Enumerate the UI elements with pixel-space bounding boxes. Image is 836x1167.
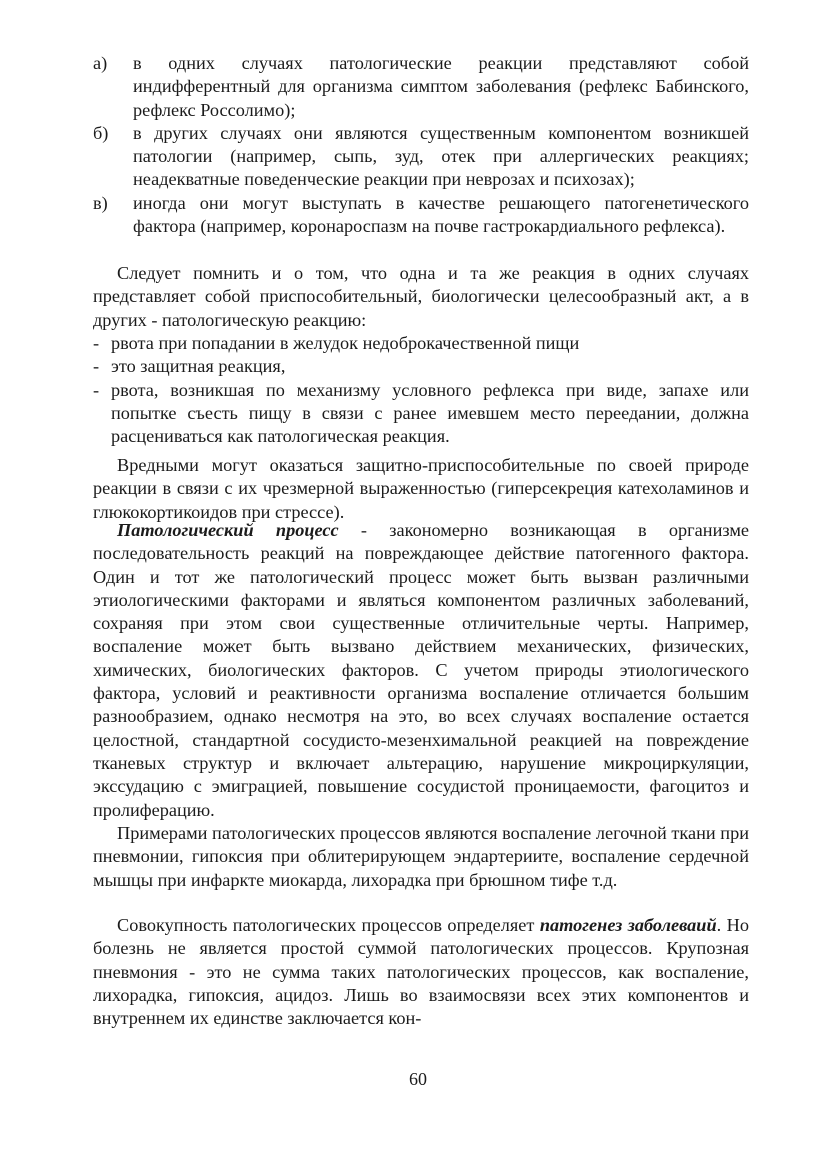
list-item-text: в одних случаях патологические реакции представляют собой индифферентный для организма симптом заболевания (рефлекс Бабинского, рефлекс Россолимо); bbox=[133, 53, 749, 120]
lettered-list bbox=[93, 52, 749, 238]
list-item-text: в других случаях они являются существенным компонентом возникшей патологии (например, сыпь, зуд, отек при аллергических реакциях; неадекватные поведенческие реакции при неврозах и психозах); bbox=[133, 122, 749, 190]
list-item bbox=[93, 192, 749, 239]
list-item bbox=[93, 355, 749, 378]
paragraph-text: . Но болезнь не является простой суммой патологических процессов. Крупозная пневмония - это не сумма таких патологических процессов, как воспаление, лихорадка, гипоксия, ацидоз. Лишь во взаимосвязи всех этих компонентов и внутреннем их единстве заключается кон- bbox=[93, 915, 749, 1029]
paragraph-same-reaction: Следует помнить и о том, что одна и та же реакция в одних случаях представляет собой приспособительный, биологически целесообразный акт, а в других - патологическую реакцию: bbox=[93, 263, 749, 330]
page-number: 60 bbox=[409, 1069, 427, 1089]
paragraph-examples: Примерами патологических процессов являются воспаление легочной ткани при пневмонии, гипоксия при облитерирующем эндартериите, воспаление сердечной мышцы при инфаркте миокарда, лихорадка при брюшном тифе т.д. bbox=[93, 823, 749, 890]
list-item bbox=[93, 122, 749, 192]
list-item bbox=[93, 379, 749, 449]
list-marker: - bbox=[93, 356, 100, 377]
list-item-text: иногда они могут выступать в качестве решающего патогенетического фактора (например, коронароспазм на почве гастрокардиального рефлекса). bbox=[133, 192, 749, 237]
list-item bbox=[93, 332, 749, 355]
list-item bbox=[93, 52, 749, 122]
list-marker: - bbox=[93, 333, 100, 353]
paragraph-harmful-reactions: Вредными могут оказаться защитно-приспособительные по своей природе реакции в связи с их чрезмерной выраженностью (гиперсекреция катехоламинов и глюкокортикоидов при стрессе). bbox=[93, 455, 749, 522]
list-item-text: рвота при попадании в желудок недоброкачественной пищи bbox=[111, 333, 580, 353]
list-marker: в) bbox=[93, 192, 108, 213]
term-pathogenesis: патогенез заболеваий bbox=[539, 915, 717, 935]
paragraph-pathological-process bbox=[93, 519, 749, 822]
term-pathological-process: Патологический процесс bbox=[117, 520, 339, 540]
paragraph-text: Совокупность патологических процессов определяет bbox=[117, 915, 540, 935]
dash-list bbox=[93, 332, 749, 448]
list-marker: а) bbox=[93, 53, 108, 73]
list-marker: б) bbox=[93, 122, 109, 143]
list-marker: - bbox=[93, 379, 100, 400]
paragraph-pathogenesis bbox=[93, 914, 749, 1030]
list-item-text: рвота, возникшая по механизму условного рефлекса при виде, запахе или попытке съесть пищу в связи с ранее имевшем место переедании, должна расцениваться как патологическая реакция. bbox=[111, 379, 749, 447]
list-item-text: это защитная реакция, bbox=[111, 356, 286, 377]
paragraph-text: - закономерно возникающая в организме последовательность реакций на повреждающее действие патогенного фактора. Один и тот же патологический процесс может быть вызван различными этиологическими факторами и являться компонентом различных заболеваний, сохраняя при этом свои существенные отличительные черты. Например, воспаление может быть вызвано действием механических, физических, химических, биологических факторов. С учетом природы этиологического фактора, условий и реактивности организма воспаление отличается большим разнообразием, однако несмотря на это, во всех случаях воспаление остается целостной, стандартной сосудисто-мезенхимальной реакцией на повреждение тканевых структур и включает альтерацию, нарушение микроциркуляции, экссудацию с эмиграцией, повышение сосудистой проницаемости, фагоцитоз и пролиферацию. bbox=[93, 520, 749, 820]
